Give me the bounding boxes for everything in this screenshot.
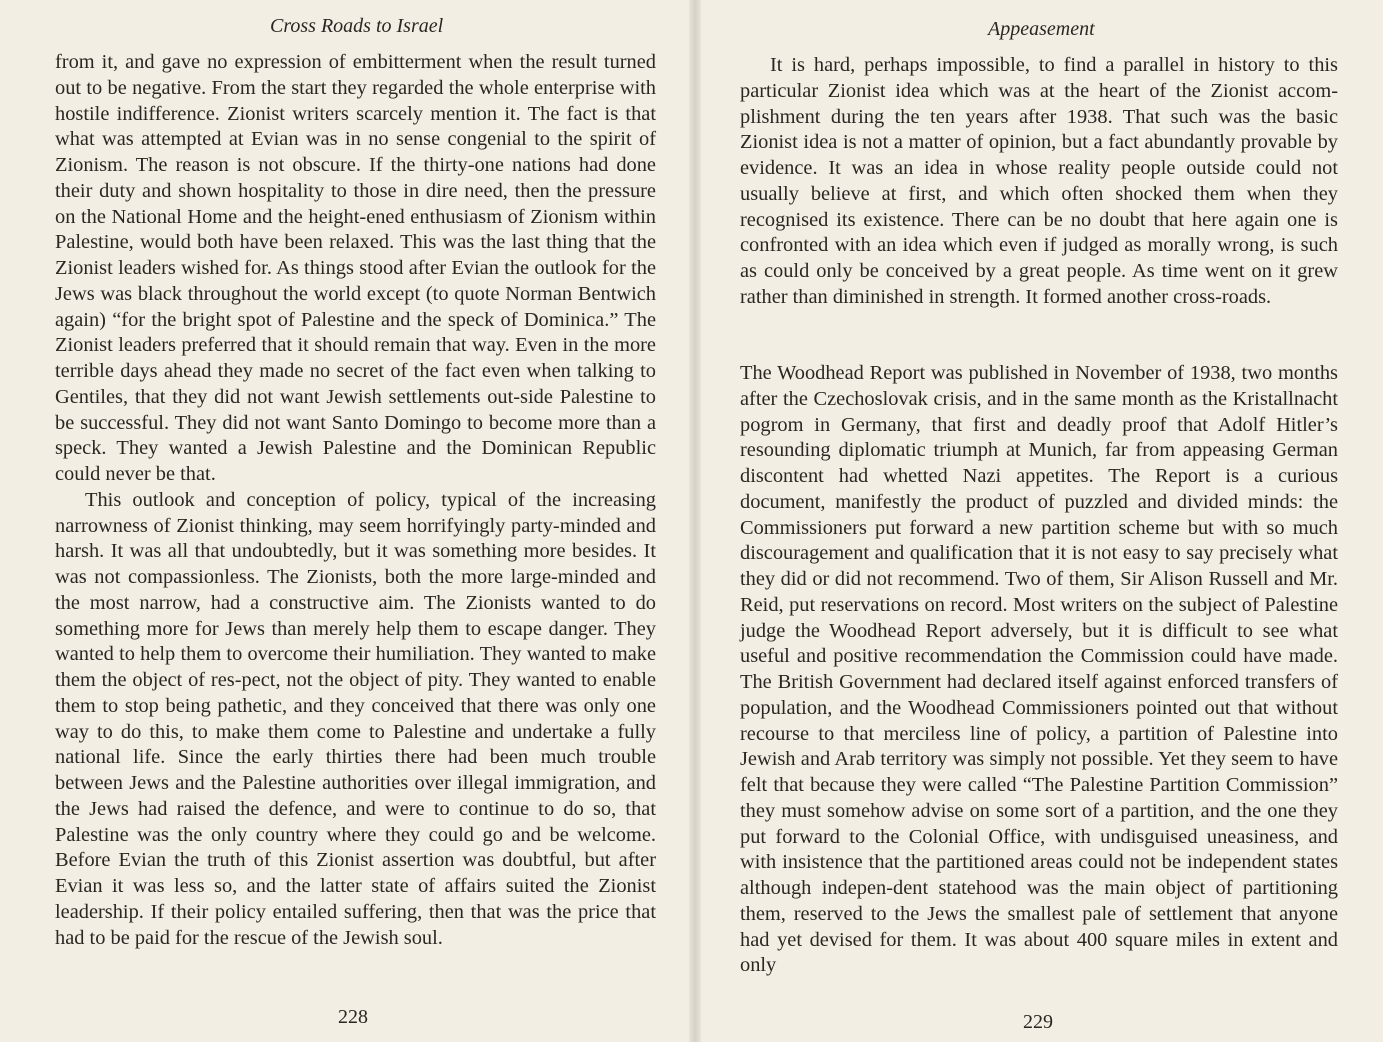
book-gutter <box>689 0 701 1042</box>
right-page <box>701 0 1383 1042</box>
left-text-block <box>55 50 656 951</box>
body-paragraph: This outlook and conception of policy, typical of the increasing narrowness of Zionist thinking, may seem horrifyingly party-minded and harsh. It was all that undoubtedly, but it was something more besides. It was not compassionless. The Zionists, both the more large-minded and the most narrow, had a constructive aim. The Zionists wanted to do something more for Jews than merely help them to escape danger. They wanted to help them to overcome their humiliation. They wanted to make them the object of res-pect, not the object of pity. They wanted to enable them to stop being pathetic, and they conceived that there was only one way to do this, to make them come to Palestine and undertake a fully national life. Since the early thirties there had been much trouble between Jews and the Palestine authorities over illegal immigration, and the Jews had raised the defence, and were to continue to do so, that Palestine was the only country where they could go and be welcome. Before Evian the truth of this Zionist assertion was doubtful, but after Evian it was less so, and the latter state of affairs suited the Zionist leadership. If their policy entailed suffering, then that was the price that had to be paid for the rescue of the Jewish soul. <box>55 488 656 949</box>
left-page <box>0 0 689 1042</box>
page-number-left: 228 <box>338 1006 368 1028</box>
body-paragraph: The Woodhead Report was published in November of 1938, two months after the Czechoslovak crisis, and in the same month as the Kristallnacht pogrom in Germany, that first and deadly proof that Adolf Hitler’s resounding diplomatic triumph at Munich, far from appeasing German discontent had whetted Nazi appetites. The Report is a curious document, manifestly the product of puzzled and divided minds: the Commissioners put forward a new partition scheme but with so much discouragement and qualification that it is not easy to say precisely what they did or did not recommend. Two of them, Sir Alison Russell and Mr. Reid, put reservations on record. Most writers on the subject of Palestine judge the Woodhead Report adversely, but it is difficult to see what useful and positive recommendation the Commission could have made. The British Government had declared itself against enforced transfers of population, and the Woodhead Commissioners pointed out that without recourse to that merciless line of policy, a partition of Palestine into Jewish and Arab territory was simply not possible. Yet they seem to have felt that because they were called “The Palestine Partition Commission” they must somehow advise on some sort of a partition, and the one they put forward to the Colonial Office, with undisguised uneasiness, and with insistence that the partitioned areas could not be independent states although indepen-dent statehood was the main object of partitioning them, reserved to the Jews the smallest pale of settlement that anyone had yet devised for them. It was about 400 square miles in extent and only <box>740 362 1338 977</box>
running-head-left: Cross Roads to Israel <box>270 15 444 37</box>
body-paragraph: from it, and gave no expression of embitterment when the result turned out to be negative. From the start they regarded the whole enterprise with hostile indifference. Zionist writers scarcely mention it. The fact is that what was attempted at Evian was in no sense congenial to the spirit of Zionism. The reason is not obscure. If the thirty-one nations had done their duty and shown hospitality to those in dire need, then the pressure on the National Home and the height-ened enthusiasm of Zionism within Palestine, would both have been relaxed. This was the last thing that the Zionist leaders wished for. As things stood after Evian the outlook for the Jews was black throughout the world except (to quote Norman Bentwich again) “for the bright spot of Palestine and the speck of Dominica.” The Zionist leaders preferred that it should remain that way. Even in the more terrible days ahead they made no secret of the fact even when talking to Gentiles, that they did not want Jewish settlements out-side Palestine to be successful. They did not want Santo Domingo to become more than a speck. They wanted a Jewish Palestine and the Dominican Republic could never be that. <box>55 51 656 485</box>
page-number-right: 229 <box>1023 1011 1053 1033</box>
body-paragraph: It is hard, perhaps impossible, to find a parallel in history to this particular Zionist idea which was at the heart of the Zionist accom-plishment during the ten years after 1938. That such was the basic Zionist idea is not a matter of opinion, but a fact abundantly provable by evidence. It was an idea in whose reality people outside could not usually believe at first, and which often shocked them when they recognised its existence. There can be no doubt that here again one is confronted with an idea which even if judged as morally wrong, is such as could only be conceived by a great people. As time went on it grew rather than diminished in strength. It formed another cross-roads. <box>740 54 1338 308</box>
running-head-right: Appeasement <box>988 18 1095 40</box>
